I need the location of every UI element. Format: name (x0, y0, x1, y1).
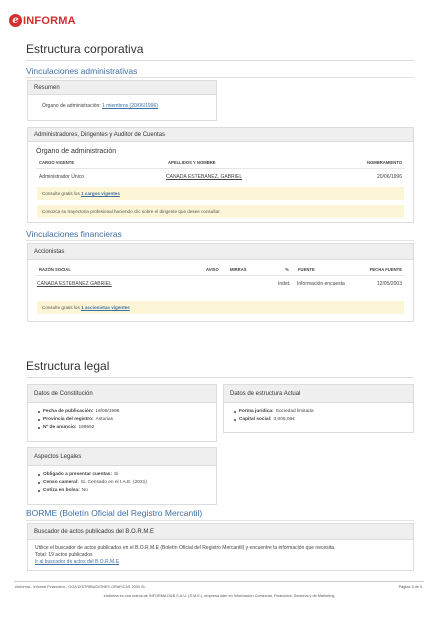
einforma-logo (9, 14, 76, 27)
divider (26, 240, 414, 241)
col-porcentaje: % (285, 267, 289, 272)
fact-label: Provincia del registro: (43, 417, 94, 422)
fact-label: Nº de anuncio: (43, 425, 77, 430)
resumen-panel (27, 80, 217, 121)
dirigente-link[interactable]: CANADA ESTEBANEZ, GABRIEL (166, 174, 243, 180)
fact-label: Forma jurídica: (239, 409, 274, 414)
fact-label: Fecha de publicación: (43, 409, 94, 414)
borme-total: Total: 19 actos publicados (35, 552, 93, 558)
fact-value: Si (114, 472, 119, 477)
col-nombramiento: NOMBRAMIENTO (366, 160, 402, 165)
accionistas-vigentes-notice (37, 301, 404, 314)
organo-admin-subtitle: Órgano de administración (36, 148, 117, 155)
divider (26, 60, 414, 61)
list-item (38, 480, 147, 485)
accionistas-panel (27, 243, 414, 322)
fact-label: Obligado a presentar cuentas: (43, 472, 113, 477)
col-aviso: AVISO (206, 267, 219, 272)
administradores-panel-title: Administradores, Dirigentes y Auditor de Cuentas (28, 128, 413, 142)
notice-prefix: Consulte gratis los (42, 191, 80, 196)
footer-left: eInforma - Informe Financiero - GGA DISTRIBUCIONES GRAFICAS 2000 SL (15, 585, 146, 589)
heading-vinculaciones-financieras: Vinculaciones financieras (26, 229, 122, 239)
nombramiento-cell: 20/06/1996 (376, 174, 402, 180)
list-item (38, 409, 119, 414)
constitucion-panel-title: Datos de Constitución (28, 385, 216, 403)
porcentaje-cell: Indet. (278, 281, 291, 287)
col-cargo-vigente: CARGO VIGENTE (39, 160, 75, 165)
aspectos-legales-panel-title: Aspectos Legales (28, 448, 216, 466)
fact-value: 3.005,06€ (273, 417, 295, 422)
heading-vinculaciones-administrativas: Vinculaciones administrativas (26, 66, 138, 76)
cargo-cell: Administrador Único (39, 174, 85, 180)
borme-panel-title: Buscador de actos publicados del B.O.R.M.E (28, 524, 413, 540)
organo-admin-label: Órgano de administración: (42, 103, 101, 109)
estructura-actual-panel (223, 384, 414, 433)
constitucion-list (38, 409, 119, 433)
list-item (234, 417, 314, 422)
fact-label: Censo cameral: (43, 480, 79, 485)
borme-search-link[interactable]: Ir al buscador de actos del B.O.R.M.E (35, 559, 119, 565)
cargos-vigentes-link[interactable]: 1 cargos vigentes (81, 191, 120, 196)
divider (26, 377, 414, 378)
footer-page-number: Página 3 de 5 (398, 585, 422, 589)
fuente-cell: Información encuesta (297, 281, 345, 287)
organo-admin-members-link[interactable]: 1 miembros (20/06/1996) (102, 103, 158, 109)
organo-admin-summary (42, 103, 158, 109)
resumen-panel-title: Resumen (28, 81, 216, 95)
col-apellidos-nombre: APELLIDOS Y NOMBRE (168, 160, 216, 165)
estructura-actual-panel-title: Datos de estructura Actual (224, 385, 413, 403)
borme-description: Utilice el buscador de actos publicados en el B.O.R.M.E (Boletín Oficial del Registro Mercantil) y encuentre la información que necesita. (35, 545, 336, 551)
heading-estructura-corporativa: Estructura corporativa (26, 42, 144, 56)
heading-estructura-legal: Estructura legal (26, 359, 110, 373)
list-item (38, 425, 119, 430)
footer-disclaimer: eInforma es una marca de INFORMA D&B S.A.U. (S.M.E.), empresa líder en Información Comercial, Financiera, Sectorial y de Marketing (103, 594, 335, 598)
logo-text: INFORMA (23, 14, 76, 27)
divider (36, 168, 405, 169)
fact-value: Sociedad limitada (275, 409, 314, 414)
logo-mark-icon: e (9, 14, 22, 27)
col-mirras: MIRRAS (230, 267, 247, 272)
fact-value: Si. Censado en el I.A.E. (2021) (80, 480, 147, 485)
cargos-vigentes-notice (37, 187, 404, 200)
col-fecha-fuente: FECHA FUENTE (369, 267, 402, 272)
footer-divider (14, 581, 424, 582)
list-item (38, 417, 119, 422)
borme-panel (27, 523, 414, 571)
aspectos-legales-panel (27, 447, 217, 505)
fact-value: 199552 (78, 425, 95, 430)
fact-value: 19/06/1996 (95, 409, 120, 414)
col-razon-social: RAZÓN SOCIAL (39, 267, 71, 272)
fact-value: No (81, 488, 88, 493)
fact-label: Cotiza en bolsa: (43, 488, 80, 493)
notice-prefix: Consulte gratis los (42, 305, 80, 310)
list-item (38, 488, 147, 493)
fact-label: Capital social: (239, 417, 272, 422)
col-fuente: FUENTE (298, 267, 315, 272)
administradores-panel (27, 127, 414, 223)
fact-value: Asturias (95, 417, 113, 422)
estructura-actual-list (234, 409, 314, 425)
list-item (234, 409, 314, 414)
aspectos-legales-list (38, 472, 147, 496)
constitucion-panel (27, 384, 217, 442)
accionistas-vigentes-link[interactable]: 1 accionistas vigentes (81, 305, 130, 310)
heading-borme: BORME (Boletín Oficial del Registro Mercantil) (26, 508, 203, 518)
divider (26, 77, 414, 78)
list-item (38, 472, 147, 477)
accionistas-panel-title: Accionistas (28, 244, 413, 260)
trayectoria-notice: Conozca su trayectoria profesional haciendo clic sobre el dirigente que desee consultar. (37, 205, 404, 218)
fecha-fuente-cell: 12/05/2003 (376, 281, 402, 287)
divider (36, 275, 405, 276)
divider (26, 520, 414, 521)
accionista-link[interactable]: CANADA ESTEBANEZ GABRIEL (37, 281, 112, 287)
